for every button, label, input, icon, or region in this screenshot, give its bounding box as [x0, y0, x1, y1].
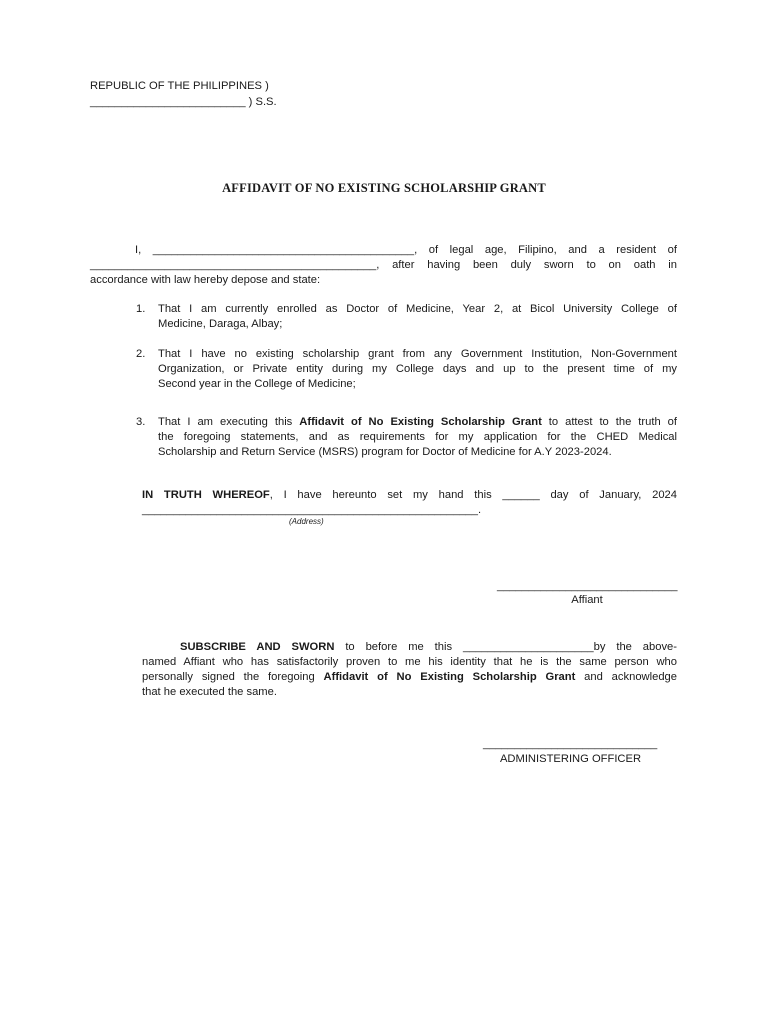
truth-line — [142, 488, 677, 503]
list-item-line: the foregoing statements, and as requirements for my application for the CHED Medical — [158, 431, 677, 443]
subscribe-sworn-paragraph — [142, 640, 677, 700]
sworn-line: named Affiant who has satisfactorily proven to me his identity that he is the same person who — [142, 656, 677, 668]
list-item-number: 1. — [136, 303, 146, 315]
address-label: (Address) — [289, 517, 324, 526]
bold-title-ref: Affidavit of No Existing Scholarship Grant — [323, 671, 576, 683]
officer-signature-line: ____________________________ — [483, 738, 658, 750]
text-run: to before me this _____________________by the above- — [334, 641, 678, 653]
affiant-signature-line: _____________________________ — [497, 580, 678, 592]
list-item-line — [158, 415, 677, 430]
officer-label: ADMINISTERING OFFICER — [499, 753, 642, 765]
text-run: and acknowledge — [575, 671, 677, 683]
list-item — [136, 415, 677, 460]
intro-paragraph — [90, 243, 677, 288]
intro-line: ______________________________________________, after having been duly sworn to on oath in — [90, 259, 677, 271]
sworn-line: that he executed the same. — [142, 686, 277, 698]
text-run: to attest to the truth of — [541, 416, 677, 428]
sworn-line — [142, 670, 677, 685]
truth-whereof-paragraph — [142, 488, 677, 518]
intro-line: I, __________________________________________, of legal age, Filipino, and a resident of — [135, 244, 677, 256]
sworn-line — [142, 640, 677, 655]
list-item-line: That I have no existing scholarship grant from any Government Institution, Non-Government — [158, 348, 677, 360]
text-run: That I am executing this — [158, 416, 300, 428]
list-item — [136, 302, 677, 332]
list-item-line: Scholarship and Return Service (MSRS) program for Doctor of Medicine for A.Y 2023-2024. — [158, 446, 612, 458]
list-item-line: Medicine, Daraga, Albay; — [158, 318, 283, 330]
list-item-line: Organization, or Private entity during my College days and up to the present time of my — [158, 363, 677, 375]
text-run: personally signed the foregoing — [142, 671, 324, 683]
address-blank: ______________________________________________________. — [142, 504, 482, 516]
list-item-line: Second year in the College of Medicine; — [158, 378, 356, 390]
sworn-heading: SUBSCRIBE AND SWORN — [180, 641, 335, 653]
bold-title-ref: Affidavit of No Existing Scholarship Grant — [299, 416, 542, 428]
affiant-label: Affiant — [571, 594, 603, 606]
list-item-number: 3. — [136, 416, 146, 428]
list-item-line: That I am currently enrolled as Doctor of Medicine, Year 2, at Bicol University College of — [158, 303, 677, 315]
list-item — [136, 347, 677, 392]
intro-line: accordance with law hereby depose and state: — [90, 274, 321, 286]
venue-republic: REPUBLIC OF THE PHILIPPINES ) — [90, 80, 269, 92]
document-title: AFFIDAVIT OF NO EXISTING SCHOLARSHIP GRANT — [222, 181, 546, 195]
venue-city-blank: _________________________ ) S.S. — [90, 96, 277, 108]
list-item-number: 2. — [136, 348, 146, 360]
truth-heading: IN TRUTH WHEREOF — [142, 489, 270, 501]
text-run: , I have hereunto set my hand this ______ day of January, 2024 — [269, 489, 677, 501]
